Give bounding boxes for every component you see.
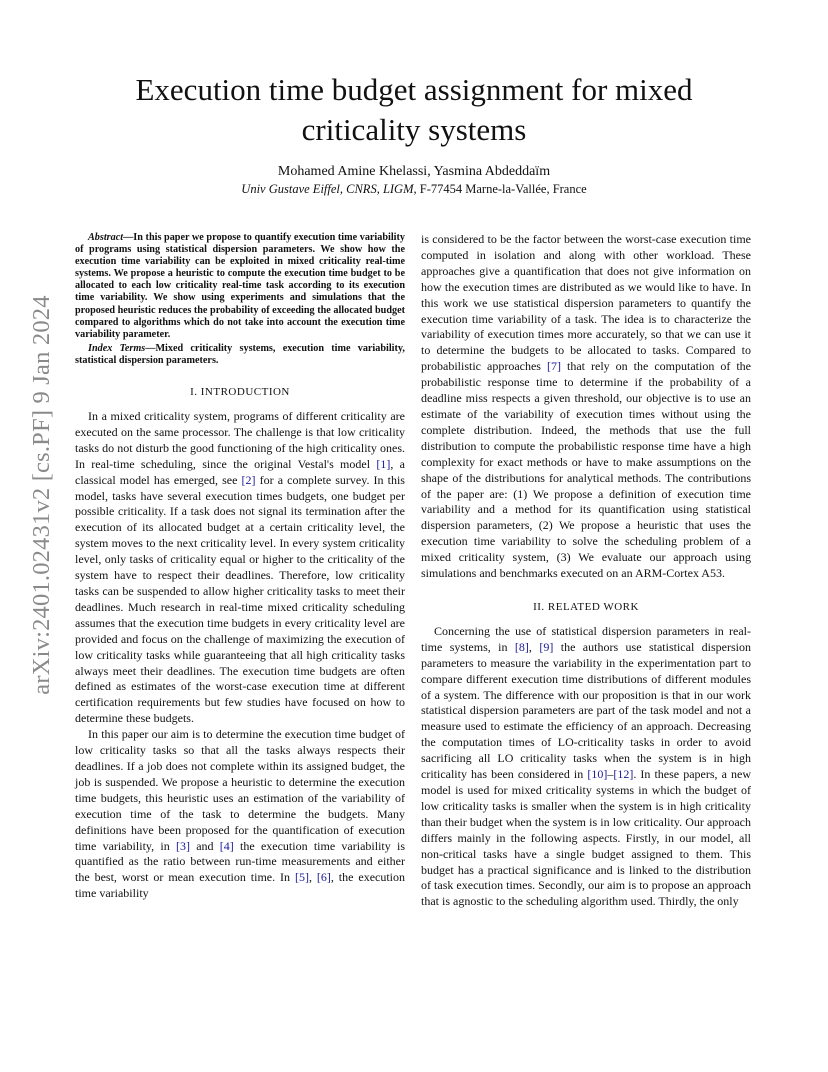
abstract-text: —In this paper we propose to quantify execution time variability of programs using statistical dispersion parameters. We show how the execution time variability can be exploited in mixed criticality real-time systems. We propose a heuristic to compute the execution time budget to be allocated to each low criticality real-time task according to its execution time variability. We show using experiments and simulations that the proposed heuristic reduces the probability of exceeding the allocated budget compared to algorithms which do not take into account the execution time variability parameter.: [75, 232, 405, 340]
citation-link[interactable]: [7]: [546, 359, 561, 374]
intro-paragraph-1: [75, 409, 405, 727]
abstract: [75, 232, 405, 341]
section-heading-introduction: I. INTRODUCTION: [190, 386, 290, 399]
authors: Mohamed Amine Khelassi, Yasmina Abdeddaïm: [277, 164, 551, 179]
intro-paragraph-2: [75, 727, 405, 902]
text-run: the authors use statistical dispersion parameters to measure the variability in the experimentation part to compare different execution time distributions of different modules of a system. The difference with our proposition is that in our work statistical dispersion parameters are part of the task model and not a measure used to estimate the efficiency of an approach. Decreasing the computation times of LO-criticality tasks in order to avoid sacrificing all LO criticality tasks when the system is in high criticality has been considered in: [421, 639, 752, 782]
arxiv-stamp: [22, 295, 62, 695]
text-run: In this paper our aim is to determine the execution time budget of low criticality tasks so that all the tasks always respects their deadlines. If a job does not complete within its assigned budget, the job is suspended. We propose a heuristic to determine the execution time budgets, this heuristic uses an estimation of the variability of execution time of the task to determine the budgets. Many definitions have been proposed for the quantification of execution time variability, in: [75, 727, 405, 853]
text-run: In a mixed criticality system, programs of different criticality are executed on the same processor. The challenge is that low criticality tasks do not disturb the good functioning of the high criticality ones. In real-time scheduling, since the original Vestal's model: [75, 409, 405, 471]
right-column: [421, 232, 751, 910]
citation-link[interactable]: [3]: [175, 838, 190, 853]
text-run: for a complete survey. In this model, tasks have several execution times budgets, one budget per possible criticality. If a task does not signal its termination after the execution of its allocated budget at a certain criticality level, the system moves to the next criticality level. In every system criticality level, only tasks of criticality equal or higher to the criticality of the system have to respect their deadlines. Therefore, low criticality tasks can be suspended to allow higher criticality tasks to meet their deadlines. Much research in real-time mixed criticality scheduling assumes that the execution time budgets in every criticality level are provided and focus on the challenge of maximizing the execution of low criticality tasks while guaranteeing that all high criticality tasks always meet their deadlines. The execution time budgets are often defined as estimates of the worst-case execution time at different certification requirements but few studies have focused on how to determine these budgets.: [75, 472, 405, 726]
citation-link[interactable]: [4]: [219, 838, 234, 853]
text-run: is considered to be the factor between the worst-case execution time computed in isolation and along with other workload. These approaches give a quantification that does not give information on how the execution times are distributed as we would like to have. In this work we use statistical dispersion parameters to quantify the execution time variability of a task. The idea is to characterize the variability of execution times more accurately, so that we can use it to determine the budgets to be allocated to tasks. Compared to probabilistic approaches: [421, 232, 751, 374]
text-run: and: [189, 838, 220, 853]
affiliation-location: , F-77454 Marne-la-Vallée, France: [413, 182, 587, 196]
citation-link[interactable]: [8]: [514, 639, 529, 654]
index-terms-lead: Index Terms: [88, 342, 146, 354]
text-run: ,: [528, 639, 540, 654]
citation-link[interactable]: [2]: [241, 472, 256, 487]
text-run: , a classical model has emerged, see: [75, 456, 405, 487]
citation-link[interactable]: [6]: [316, 870, 331, 885]
affiliation-institution: Univ Gustave Eiffel, CNRS, LIGM: [241, 182, 414, 196]
arxiv-identifier: arXiv:2401.02431v2 [cs.PF] 9 Jan 2024: [28, 295, 55, 695]
citation-link[interactable]: [12]: [613, 767, 634, 782]
citation-link[interactable]: [9]: [539, 639, 554, 654]
intro-paragraph-2-continued: [421, 232, 751, 582]
left-column: [75, 232, 405, 902]
text-run: that rely on the computation of the probabilistic response time to determine if the probability of a deadline miss respects a given threshold, our objective is to use an estimate of the variability of execution times without using the complete distribution. Indeed, the methods that use the full distribution to compute the probabilistic response time have a high complexity for exact methods or have to make assumptions on the shape of the distributions for analytical methods. The contributions of the paper are: (1) We propose a definition of execution time variability and a method for its quantification using statistical dispersion parameters, (2) We propose a heuristic that uses the execution time variability to solve the scheduling problem of a mixed criticality system, (3) We evaluate our approach using simulations and benchmarks executed on an ARM-Cortex A53.: [421, 359, 751, 581]
citation-link[interactable]: [1]: [376, 456, 391, 471]
citation-link[interactable]: [10]: [587, 767, 608, 782]
related-work-paragraph-1: [421, 624, 751, 910]
paper-title: Execution time budget assignment for mixed criticality systems: [135, 72, 693, 147]
affiliation: [80, 181, 748, 197]
text-run: –: [607, 767, 614, 782]
index-terms-text: —Mixed criticality systems, execution time variability, statistical dispersion parameters.: [75, 342, 405, 366]
abstract-lead: Abstract: [88, 232, 124, 243]
citation-link[interactable]: [5]: [294, 870, 309, 885]
text-run: . In these papers, a new model is used for mixed criticality systems in which the budget of low criticality tasks is smaller when the system is in high criticality than their budget when the system is in low criticality. Our approach differs mainly in the following aspects. Firstly, in our model, all non-critical tasks have a single budget assigned to them. This budget has a practical significance and is linked to the distribution of task execution times. Secondly, our aim is to propose an approach that is agnostic to the scheduling algorithm used. Thirdly, the only: [421, 767, 751, 909]
text-run: Concerning the use of statistical dispersion parameters in real-time systems, in: [421, 623, 751, 654]
text-run: ,: [308, 870, 317, 885]
section-heading-related-work: II. RELATED WORK: [533, 600, 639, 613]
index-terms: [75, 343, 405, 367]
text-run: , the execution time variability: [75, 870, 406, 901]
text-run: the execution time variability is quantified as the ratio between run-time measurements and either the best, worst or mean execution time. In: [75, 838, 405, 885]
